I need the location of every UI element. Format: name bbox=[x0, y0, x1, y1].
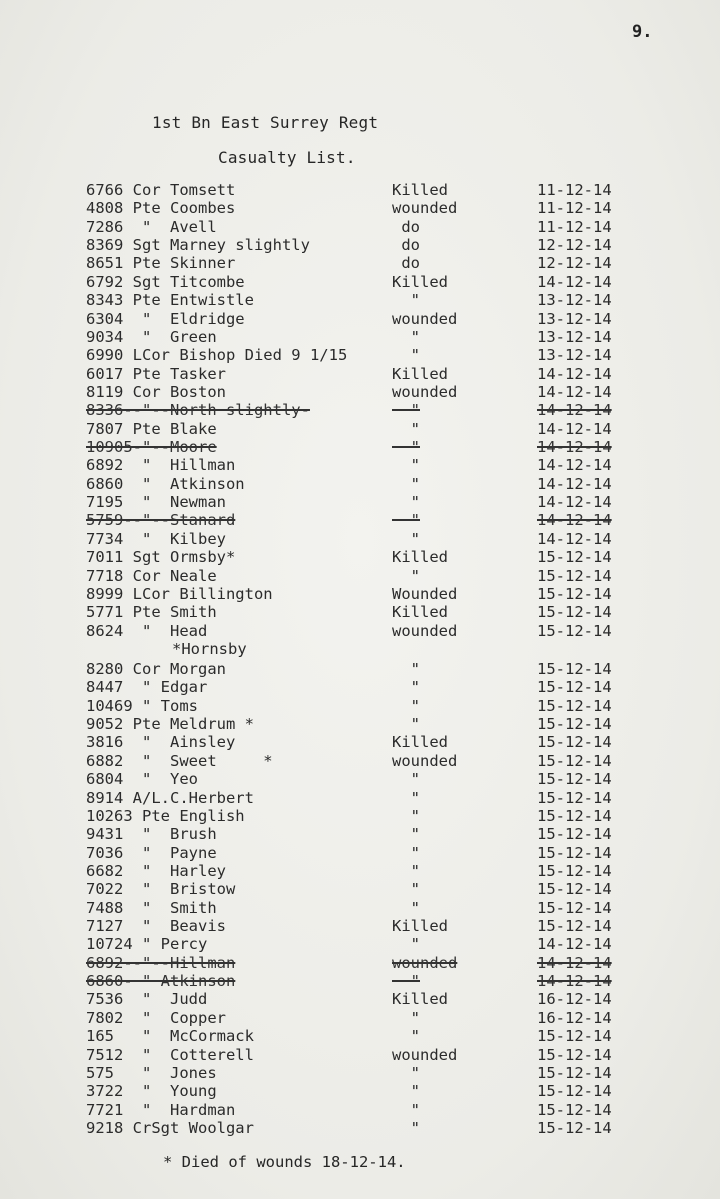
casualty-date: 15-12-14 bbox=[537, 880, 612, 899]
table-row bbox=[0, 567, 720, 585]
casualty-name: 3722 " Young bbox=[86, 1082, 217, 1101]
casualty-date: 15-12-14 bbox=[537, 659, 612, 678]
casualty-status: " bbox=[392, 788, 420, 807]
casualty-name: 7488 " Smith bbox=[86, 898, 217, 917]
casualty-status: " bbox=[392, 327, 420, 346]
casualty-date: 13-12-14 bbox=[537, 327, 612, 346]
casualty-date: 15-12-14 bbox=[537, 1045, 612, 1064]
casualty-status: wounded bbox=[392, 953, 458, 972]
casualty-name: 7718 Cor Neale bbox=[86, 566, 217, 585]
casualty-date: 15-12-14 bbox=[537, 621, 612, 640]
casualty-date: 15-12-14 bbox=[537, 788, 612, 807]
casualty-name: 7036 " Payne bbox=[86, 843, 217, 862]
casualty-name: 7022 " Bristow bbox=[86, 880, 236, 899]
table-row bbox=[0, 697, 720, 715]
casualty-status: " bbox=[392, 770, 420, 789]
casualty-status: " bbox=[392, 511, 420, 530]
casualty-status: " bbox=[392, 529, 420, 548]
casualty-name: 5771 Pte Smith bbox=[86, 603, 217, 622]
casualty-date: 15-12-14 bbox=[537, 696, 612, 715]
casualty-status: " bbox=[392, 456, 420, 475]
casualty-status: " bbox=[392, 474, 420, 493]
casualty-date: 15-12-14 bbox=[537, 1118, 612, 1137]
casualty-status: " bbox=[392, 291, 420, 310]
casualty-name: 10263 Pte English bbox=[86, 806, 245, 825]
table-row bbox=[0, 291, 720, 309]
casualty-name: 575 " Jones bbox=[86, 1063, 217, 1082]
casualty-name: 7127 " Beavis bbox=[86, 917, 226, 936]
casualty-name: 6017 Pte Tasker bbox=[86, 364, 226, 383]
casualty-status: " bbox=[392, 1082, 420, 1101]
casualty-date: 16-12-14 bbox=[537, 1008, 612, 1027]
casualty-date: 14-12-14 bbox=[537, 438, 612, 457]
casualty-name: 5759--"--Stanard bbox=[86, 511, 236, 530]
table-row bbox=[0, 825, 720, 843]
casualty-name: 7011 Sgt Ormsby* bbox=[86, 548, 236, 567]
casualty-status: " bbox=[392, 1027, 420, 1046]
table-row-struck bbox=[0, 438, 720, 456]
table-row bbox=[0, 199, 720, 217]
table-row bbox=[0, 236, 720, 254]
casualty-date: 14-12-14 bbox=[537, 419, 612, 438]
casualty-status: do bbox=[392, 254, 420, 273]
casualty-status: " bbox=[392, 880, 420, 899]
casualty-list bbox=[0, 181, 720, 1137]
table-row bbox=[0, 733, 720, 751]
table-row bbox=[0, 935, 720, 953]
casualty-date: 16-12-14 bbox=[537, 990, 612, 1009]
table-row bbox=[0, 1046, 720, 1064]
table-row bbox=[0, 1101, 720, 1119]
casualty-name: 6882 " Sweet * bbox=[86, 751, 273, 770]
casualty-date: 11-12-14 bbox=[537, 199, 612, 218]
casualty-name: 10469 " Toms bbox=[86, 696, 198, 715]
casualty-date: 14-12-14 bbox=[537, 953, 612, 972]
casualty-status: Killed bbox=[392, 181, 448, 199]
casualty-status: Killed bbox=[392, 917, 448, 936]
table-row bbox=[0, 310, 720, 328]
casualty-status: wounded bbox=[392, 382, 458, 401]
casualty-name: 7807 Pte Blake bbox=[86, 419, 217, 438]
casualty-date: 14-12-14 bbox=[537, 493, 612, 512]
interline-note: *Hornsby bbox=[172, 639, 247, 658]
casualty-name: 6804 " Yeo bbox=[86, 770, 198, 789]
casualty-name: 4808 Pte Coombes bbox=[86, 199, 236, 218]
casualty-status: " bbox=[392, 1100, 420, 1119]
casualty-status: " bbox=[392, 419, 420, 438]
table-row bbox=[0, 254, 720, 272]
casualty-status: wounded bbox=[392, 309, 458, 328]
casualty-date: 14-12-14 bbox=[537, 456, 612, 475]
table-row-struck bbox=[0, 401, 720, 419]
footnote: * Died of wounds 18-12-14. bbox=[163, 1153, 406, 1171]
casualty-date: 15-12-14 bbox=[537, 1027, 612, 1046]
casualty-name: 8651 Pte Skinner bbox=[86, 254, 236, 273]
casualty-name: 6892--"--Hillman bbox=[86, 953, 236, 972]
casualty-name: 10724 " Percy bbox=[86, 935, 208, 954]
casualty-status: Wounded bbox=[392, 584, 458, 603]
casualty-date: 14-12-14 bbox=[537, 382, 612, 401]
casualty-status: " bbox=[392, 493, 420, 512]
casualty-date: 15-12-14 bbox=[537, 566, 612, 585]
casualty-date: 15-12-14 bbox=[537, 733, 612, 752]
list-title: Casualty List. bbox=[218, 148, 356, 167]
casualty-name: 7734 " Kilbey bbox=[86, 529, 226, 548]
casualty-status: " bbox=[392, 1118, 420, 1137]
casualty-status: wounded bbox=[392, 621, 458, 640]
table-row bbox=[0, 456, 720, 474]
casualty-name: 7195 " Newman bbox=[86, 493, 226, 512]
interline-note-row bbox=[0, 640, 720, 660]
casualty-name: 6990 LCor Bishop Died 9 1/15 bbox=[86, 346, 348, 365]
table-row-struck bbox=[0, 972, 720, 990]
casualty-name: 6860- " Atkinson bbox=[86, 972, 236, 991]
casualty-date: 11-12-14 bbox=[537, 217, 612, 236]
casualty-name: 6766 Cor Tomsett bbox=[86, 181, 236, 199]
casualty-status: Killed bbox=[392, 548, 448, 567]
casualty-name: 9431 " Brush bbox=[86, 825, 217, 844]
casualty-date: 12-12-14 bbox=[537, 236, 612, 255]
casualty-date: 15-12-14 bbox=[537, 825, 612, 844]
casualty-date: 15-12-14 bbox=[537, 715, 612, 734]
casualty-date: 15-12-14 bbox=[537, 584, 612, 603]
table-row bbox=[0, 1009, 720, 1027]
casualty-status: do bbox=[392, 236, 420, 255]
casualty-name: 8280 Cor Morgan bbox=[86, 659, 226, 678]
table-row bbox=[0, 1119, 720, 1137]
casualty-name: 6860 " Atkinson bbox=[86, 474, 245, 493]
table-row bbox=[0, 1064, 720, 1082]
table-row bbox=[0, 752, 720, 770]
table-row bbox=[0, 770, 720, 788]
casualty-status: " bbox=[392, 806, 420, 825]
casualty-status: Killed bbox=[392, 733, 448, 752]
casualty-status: " bbox=[392, 678, 420, 697]
table-row bbox=[0, 530, 720, 548]
casualty-date: 14-12-14 bbox=[537, 401, 612, 420]
table-row bbox=[0, 899, 720, 917]
casualty-name: 7536 " Judd bbox=[86, 990, 208, 1009]
casualty-status: Killed bbox=[392, 990, 448, 1009]
casualty-date: 15-12-14 bbox=[537, 751, 612, 770]
casualty-name: 8914 A/L.C.Herbert bbox=[86, 788, 254, 807]
casualty-date: 14-12-14 bbox=[537, 511, 612, 530]
casualty-date: 13-12-14 bbox=[537, 346, 612, 365]
table-row bbox=[0, 844, 720, 862]
casualty-date: 14-12-14 bbox=[537, 935, 612, 954]
unit-title: 1st Bn East Surrey Regt bbox=[152, 113, 379, 132]
casualty-name: 165 " McCormack bbox=[86, 1027, 254, 1046]
table-row bbox=[0, 622, 720, 640]
casualty-status: " bbox=[392, 566, 420, 585]
casualty-status: " bbox=[392, 1008, 420, 1027]
casualty-name: 8447 " Edgar bbox=[86, 678, 208, 697]
casualty-name: 8119 Cor Boston bbox=[86, 382, 226, 401]
table-row bbox=[0, 678, 720, 696]
casualty-status: do bbox=[392, 217, 420, 236]
casualty-name: 8624 " Head bbox=[86, 621, 208, 640]
casualty-status: " bbox=[392, 972, 420, 991]
casualty-name: 8369 Sgt Marney slightly bbox=[86, 236, 310, 255]
casualty-date: 15-12-14 bbox=[537, 898, 612, 917]
casualty-date: 15-12-14 bbox=[537, 1082, 612, 1101]
casualty-date: 14-12-14 bbox=[537, 529, 612, 548]
table-row bbox=[0, 1082, 720, 1100]
casualty-status: " bbox=[392, 438, 420, 457]
casualty-date: 14-12-14 bbox=[537, 364, 612, 383]
casualty-date: 15-12-14 bbox=[537, 861, 612, 880]
table-row bbox=[0, 328, 720, 346]
casualty-date: 14-12-14 bbox=[537, 474, 612, 493]
casualty-name: 9218 CrSgt Woolgar bbox=[86, 1118, 254, 1137]
casualty-status: " bbox=[392, 401, 420, 420]
table-row bbox=[0, 1027, 720, 1045]
table-row bbox=[0, 346, 720, 364]
casualty-status: " bbox=[392, 696, 420, 715]
casualty-name: 8343 Pte Entwistle bbox=[86, 291, 254, 310]
table-row bbox=[0, 660, 720, 678]
casualty-date: 13-12-14 bbox=[537, 291, 612, 310]
casualty-status: " bbox=[392, 935, 420, 954]
casualty-name: 10905-"--Moore bbox=[86, 438, 217, 457]
table-row bbox=[0, 365, 720, 383]
casualty-date: 15-12-14 bbox=[537, 678, 612, 697]
table-row bbox=[0, 218, 720, 236]
casualty-date: 15-12-14 bbox=[537, 917, 612, 936]
casualty-status: Killed bbox=[392, 603, 448, 622]
casualty-date: 15-12-14 bbox=[537, 770, 612, 789]
casualty-date: 14-12-14 bbox=[537, 272, 612, 291]
casualty-name: 3816 " Ainsley bbox=[86, 733, 236, 752]
table-row-struck bbox=[0, 511, 720, 529]
casualty-name: 9034 " Green bbox=[86, 327, 217, 346]
table-row bbox=[0, 181, 720, 199]
table-row bbox=[0, 807, 720, 825]
casualty-date: 15-12-14 bbox=[537, 1063, 612, 1082]
table-row bbox=[0, 603, 720, 621]
casualty-status: " bbox=[392, 659, 420, 678]
table-row bbox=[0, 475, 720, 493]
casualty-status: " bbox=[392, 825, 420, 844]
casualty-date: 14-12-14 bbox=[537, 972, 612, 991]
casualty-date: 15-12-14 bbox=[537, 603, 612, 622]
casualty-status: " bbox=[392, 715, 420, 734]
table-row bbox=[0, 493, 720, 511]
casualty-date: 15-12-14 bbox=[537, 806, 612, 825]
casualty-name: 7802 " Copper bbox=[86, 1008, 226, 1027]
table-row bbox=[0, 273, 720, 291]
casualty-name: 6792 Sgt Titcombe bbox=[86, 272, 245, 291]
table-row-struck bbox=[0, 954, 720, 972]
table-row bbox=[0, 383, 720, 401]
casualty-status: " bbox=[392, 843, 420, 862]
table-row bbox=[0, 420, 720, 438]
casualty-date: 15-12-14 bbox=[537, 1100, 612, 1119]
casualty-name: 8336--"--North slightly- bbox=[86, 401, 310, 420]
casualty-status: wounded bbox=[392, 199, 458, 218]
casualty-date: 15-12-14 bbox=[537, 843, 612, 862]
casualty-status: " bbox=[392, 861, 420, 880]
casualty-name: 7286 " Avell bbox=[86, 217, 217, 236]
table-row bbox=[0, 585, 720, 603]
casualty-date: 12-12-14 bbox=[537, 254, 612, 273]
table-row bbox=[0, 789, 720, 807]
casualty-name: 6892 " Hillman bbox=[86, 456, 236, 475]
casualty-name: 6304 " Eldridge bbox=[86, 309, 245, 328]
casualty-date: 15-12-14 bbox=[537, 548, 612, 567]
casualty-status: Killed bbox=[392, 272, 448, 291]
page-number: 9. bbox=[632, 22, 653, 42]
casualty-name: 7512 " Cotterell bbox=[86, 1045, 254, 1064]
table-row bbox=[0, 862, 720, 880]
table-row bbox=[0, 715, 720, 733]
casualty-status: wounded bbox=[392, 751, 458, 770]
casualty-status: Killed bbox=[392, 364, 448, 383]
casualty-status: " bbox=[392, 898, 420, 917]
casualty-name: 9052 Pte Meldrum * bbox=[86, 715, 254, 734]
table-row bbox=[0, 917, 720, 935]
casualty-status: " bbox=[392, 1063, 420, 1082]
casualty-name: 8999 LCor Billington bbox=[86, 584, 273, 603]
table-row bbox=[0, 990, 720, 1008]
casualty-name: 6682 " Harley bbox=[86, 861, 226, 880]
table-row bbox=[0, 548, 720, 566]
casualty-date: 11-12-14 bbox=[537, 181, 612, 199]
casualty-status: " bbox=[392, 346, 420, 365]
casualty-status: wounded bbox=[392, 1045, 458, 1064]
casualty-name: 7721 " Hardman bbox=[86, 1100, 236, 1119]
casualty-date: 13-12-14 bbox=[537, 309, 612, 328]
table-row bbox=[0, 880, 720, 898]
